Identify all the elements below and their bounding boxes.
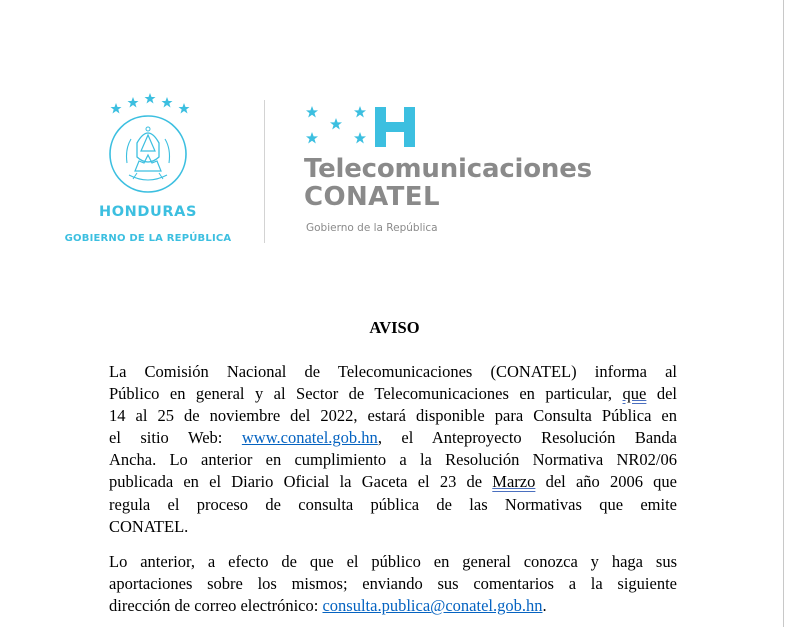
p1-line-3: 14 al 25 de noviembre del 2022, estará disponible para Consulta Pública en bbox=[109, 406, 677, 426]
p1-line-1: La Comisión Nacional de Telecomunicaciones (CONATEL) informa al bbox=[109, 362, 677, 381]
conatel-stars-icon bbox=[303, 104, 371, 148]
conatel-h-icon bbox=[375, 107, 415, 147]
p1-line-8: CONATEL. bbox=[109, 516, 189, 536]
p2-line-2: aportaciones sobre los mismos; enviando sus comentarios a la siguiente bbox=[109, 574, 677, 594]
p2-line-1: Lo anterior, a efecto de que el público en general conozca y haga sus bbox=[109, 552, 677, 571]
p1-underlined-marzo: Marzo bbox=[492, 472, 536, 492]
p2-line-3: dirección de correo electrónico: consulta.publica@conatel.gob.hn. bbox=[109, 596, 547, 616]
notice-paragraph-2 bbox=[109, 551, 677, 617]
conatel-subtitle: Gobierno de la República bbox=[306, 222, 438, 234]
page-edge-line bbox=[783, 0, 784, 627]
p1-line-6: publicada en el Diario Oficial la Gaceta el 23 de Marzo del año 2006 que bbox=[109, 472, 677, 492]
p1-line-2: Público en general y al Sector de Telecomunicaciones en particular, que del bbox=[109, 384, 678, 404]
p1-line-7: regula el proceso de consulta pública de las Normativas que emite bbox=[109, 494, 677, 514]
notice-paragraph-1 bbox=[109, 361, 677, 538]
p1-underlined-que: que bbox=[622, 384, 647, 404]
conatel-wordmark-line2: CONATEL bbox=[304, 182, 440, 212]
logo-divider bbox=[264, 100, 265, 243]
honduras-coat-of-arms-icon bbox=[107, 113, 189, 195]
conatel-wordmark-line1: Telecomunicaciones bbox=[304, 154, 592, 184]
honduras-logo bbox=[60, 90, 240, 255]
contact-email-link[interactable]: consulta.publica@conatel.gob.hn bbox=[322, 596, 543, 616]
honduras-name: HONDURAS bbox=[98, 204, 198, 220]
honduras-subtitle: GOBIERNO DE LA REPÚBLICA bbox=[64, 233, 232, 244]
notice-title: AVISO bbox=[369, 318, 420, 337]
p1-line-4: el sitio Web: www.conatel.gob.hn, el Anteproyecto Resolución Banda bbox=[109, 428, 677, 448]
p1-line-5: Ancha. Lo anterior en cumplimiento a la Resolución Normativa NR02/06 bbox=[109, 450, 677, 470]
conatel-website-link[interactable]: www.conatel.gob.hn bbox=[241, 428, 378, 448]
